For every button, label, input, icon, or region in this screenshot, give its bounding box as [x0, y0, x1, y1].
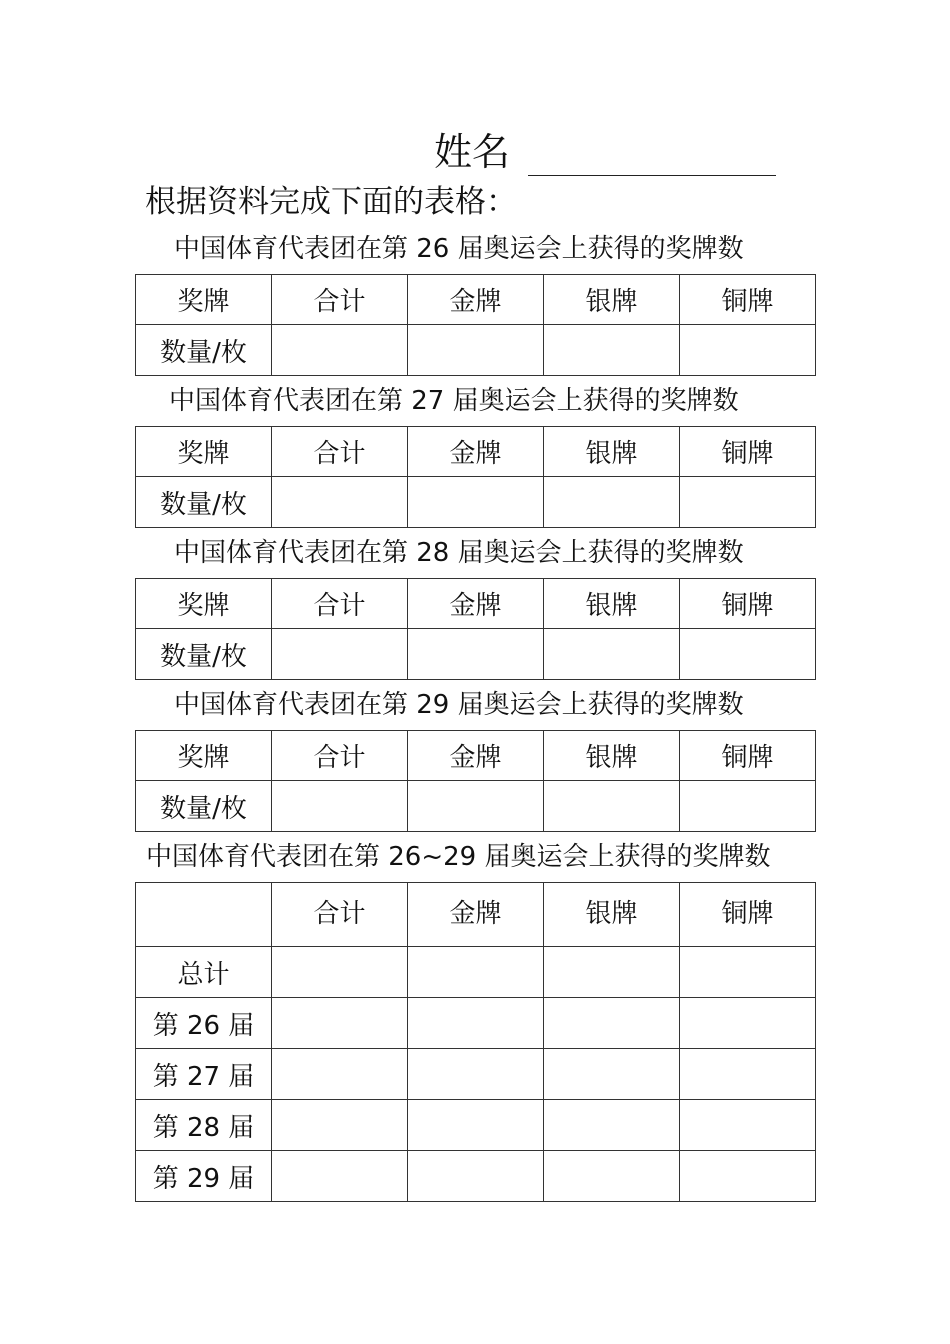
- blank-cell[interactable]: [272, 1100, 408, 1151]
- blank-cell[interactable]: [544, 325, 680, 376]
- blank-cell[interactable]: [408, 781, 544, 832]
- blank-cell[interactable]: [408, 325, 544, 376]
- summary-table: [135, 882, 816, 1202]
- blank-cell[interactable]: [272, 325, 408, 376]
- header-cell: 金牌: [408, 427, 544, 477]
- medal-table: [135, 426, 816, 528]
- header-cell: 奖牌: [136, 579, 272, 629]
- row-label: 数量/枚: [136, 325, 272, 376]
- header-cell: 奖牌: [136, 427, 272, 477]
- blank-cell[interactable]: [408, 1100, 544, 1151]
- blank-cell[interactable]: [272, 947, 408, 998]
- medal-table: [135, 578, 816, 680]
- header-cell: 银牌: [544, 731, 680, 781]
- row-label: 数量/枚: [136, 781, 272, 832]
- summary-row: [136, 947, 816, 998]
- table-caption: 中国体育代表团在第 26 届奥运会上获得的奖牌数: [174, 234, 744, 264]
- summary-row: [136, 998, 816, 1049]
- header-cell: 金牌: [408, 275, 544, 325]
- header-cell: 银牌: [544, 275, 680, 325]
- blank-cell[interactable]: [408, 998, 544, 1049]
- header-cell: 铜牌: [680, 883, 816, 947]
- header-cell: 铜牌: [680, 427, 816, 477]
- name-line: [434, 128, 776, 176]
- blank-cell[interactable]: [408, 1151, 544, 1202]
- header-cell: 合计: [272, 579, 408, 629]
- summary-header-row: [136, 883, 816, 947]
- header-cell: 奖牌: [136, 275, 272, 325]
- blank-cell[interactable]: [272, 477, 408, 528]
- header-cell: 合计: [272, 275, 408, 325]
- name-blank-line: [528, 135, 776, 176]
- header-cell: 合计: [272, 883, 408, 947]
- header-cell: 铜牌: [680, 579, 816, 629]
- header-cell: 金牌: [408, 731, 544, 781]
- header-cell: [136, 883, 272, 947]
- blank-cell[interactable]: [544, 998, 680, 1049]
- blank-cell[interactable]: [408, 1049, 544, 1100]
- blank-cell[interactable]: [272, 629, 408, 680]
- table-row: [136, 629, 816, 680]
- table-row: [136, 325, 816, 376]
- blank-cell[interactable]: [544, 1100, 680, 1151]
- summary-row: [136, 1100, 816, 1151]
- medal-table: [135, 730, 816, 832]
- blank-cell[interactable]: [272, 1049, 408, 1100]
- medal-table: [135, 274, 816, 376]
- blank-cell[interactable]: [680, 998, 816, 1049]
- blank-cell[interactable]: [272, 781, 408, 832]
- blank-cell[interactable]: [680, 947, 816, 998]
- instruction-text: 根据资料完成下面的表格：: [145, 184, 517, 220]
- blank-cell[interactable]: [680, 1049, 816, 1100]
- row-label: 第 27 届: [136, 1049, 272, 1100]
- header-cell: 银牌: [544, 427, 680, 477]
- row-label: 总计: [136, 947, 272, 998]
- blank-cell[interactable]: [544, 477, 680, 528]
- header-cell: 铜牌: [680, 275, 816, 325]
- row-label: 第 26 届: [136, 998, 272, 1049]
- blank-cell[interactable]: [680, 325, 816, 376]
- blank-cell[interactable]: [680, 629, 816, 680]
- header-cell: 金牌: [408, 883, 544, 947]
- header-cell: 铜牌: [680, 731, 816, 781]
- row-label: 第 29 届: [136, 1151, 272, 1202]
- blank-cell[interactable]: [408, 477, 544, 528]
- header-cell: 银牌: [544, 883, 680, 947]
- blank-cell[interactable]: [544, 947, 680, 998]
- blank-cell[interactable]: [544, 629, 680, 680]
- header-cell: 银牌: [544, 579, 680, 629]
- table-row: [136, 477, 816, 528]
- row-label: 数量/枚: [136, 629, 272, 680]
- header-cell: 合计: [272, 731, 408, 781]
- table-caption: 中国体育代表团在第 29 届奥运会上获得的奖牌数: [174, 690, 744, 720]
- blank-cell[interactable]: [680, 1100, 816, 1151]
- blank-cell[interactable]: [544, 781, 680, 832]
- blank-cell[interactable]: [544, 1049, 680, 1100]
- blank-cell[interactable]: [408, 947, 544, 998]
- header-cell: 金牌: [408, 579, 544, 629]
- table-row: [136, 781, 816, 832]
- row-label: 数量/枚: [136, 477, 272, 528]
- table-header-row: [136, 731, 816, 781]
- table-header-row: [136, 427, 816, 477]
- table-header-row: [136, 275, 816, 325]
- blank-cell[interactable]: [680, 477, 816, 528]
- table-caption: 中国体育代表团在第 27 届奥运会上获得的奖牌数: [169, 386, 739, 416]
- blank-cell[interactable]: [408, 629, 544, 680]
- blank-cell[interactable]: [680, 1151, 816, 1202]
- header-cell: 奖牌: [136, 731, 272, 781]
- row-label: 第 28 届: [136, 1100, 272, 1151]
- table-header-row: [136, 579, 816, 629]
- name-label: 姓名: [434, 130, 511, 174]
- summary-row: [136, 1049, 816, 1100]
- blank-cell[interactable]: [272, 1151, 408, 1202]
- blank-cell[interactable]: [544, 1151, 680, 1202]
- table-caption: 中国体育代表团在第 28 届奥运会上获得的奖牌数: [174, 538, 744, 568]
- summary-row: [136, 1151, 816, 1202]
- blank-cell[interactable]: [272, 998, 408, 1049]
- blank-cell[interactable]: [680, 781, 816, 832]
- summary-caption: 中国体育代表团在第 26~29 届奥运会上获得的奖牌数: [146, 842, 771, 872]
- header-cell: 合计: [272, 427, 408, 477]
